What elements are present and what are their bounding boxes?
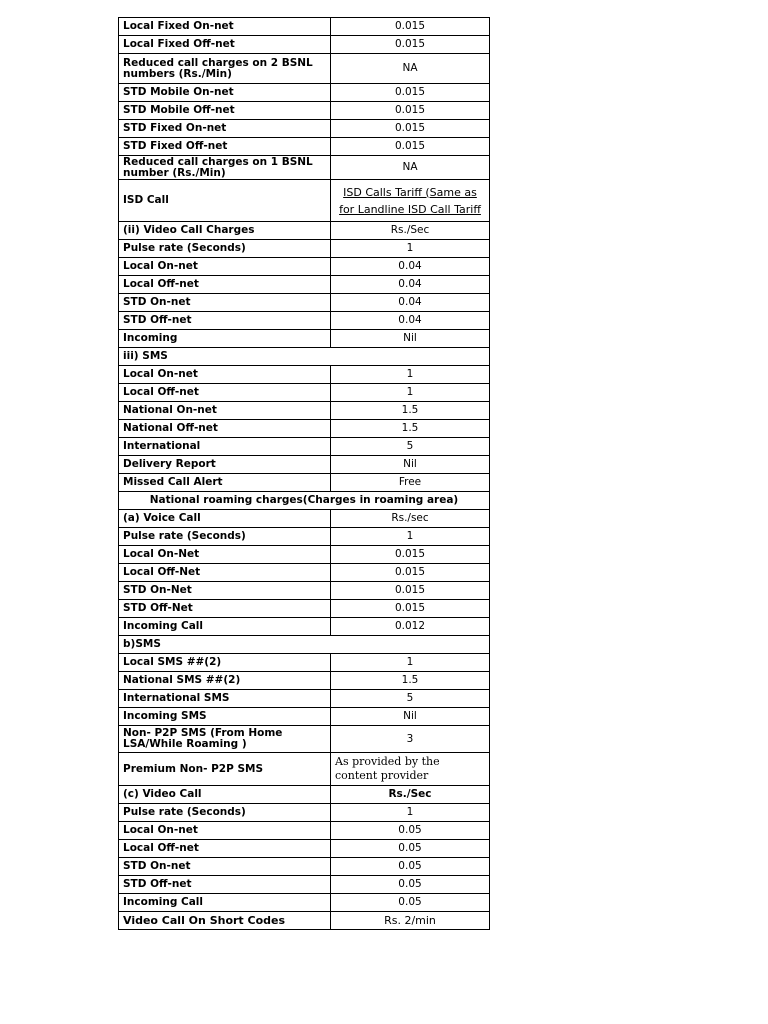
row-value: 1 xyxy=(331,384,490,402)
row-value: 0.015 xyxy=(331,102,490,120)
row-label: STD Off-Net xyxy=(119,600,331,618)
row-label: National Off-net xyxy=(119,420,331,438)
row-value: 3 xyxy=(331,726,490,753)
table-row xyxy=(119,876,490,894)
row-label: Non- P2P SMS (From Home LSA/While Roaming ) xyxy=(119,726,331,753)
row-label: STD Fixed Off-net xyxy=(119,138,331,156)
row-value: 0.04 xyxy=(331,258,490,276)
row-value: 0.015 xyxy=(331,582,490,600)
row-label: National SMS ##(2) xyxy=(119,672,331,690)
row-value: 0.015 xyxy=(331,36,490,54)
row-label: (a) Voice Call xyxy=(119,510,331,528)
row-value: 0.015 xyxy=(331,84,490,102)
table-row xyxy=(119,36,490,54)
table-row xyxy=(119,54,490,84)
row-value: 0.015 xyxy=(331,18,490,36)
table-row xyxy=(119,276,490,294)
row-label: Local Off-net xyxy=(119,384,331,402)
table-row xyxy=(119,753,490,786)
section-heading: iii) SMS xyxy=(119,348,490,366)
row-value: Nil xyxy=(331,708,490,726)
row-label: ISD Call xyxy=(119,180,331,222)
table-row xyxy=(119,654,490,672)
table-row xyxy=(119,120,490,138)
row-value: 1.5 xyxy=(331,402,490,420)
row-value: 0.015 xyxy=(331,600,490,618)
section-heading: National roaming charges(Charges in roaming area) xyxy=(119,492,490,510)
row-value: 0.015 xyxy=(331,120,490,138)
row-value: Nil xyxy=(331,456,490,474)
row-value: Rs./sec xyxy=(331,510,490,528)
row-label: (ii) Video Call Charges xyxy=(119,222,331,240)
table-row xyxy=(119,312,490,330)
row-value: 1 xyxy=(331,804,490,822)
row-label: STD On-Net xyxy=(119,582,331,600)
table-row xyxy=(119,528,490,546)
row-value: 5 xyxy=(331,438,490,456)
table-row xyxy=(119,84,490,102)
row-value: 0.05 xyxy=(331,876,490,894)
row-label: STD On-net xyxy=(119,858,331,876)
table-row xyxy=(119,726,490,753)
row-value: 0.05 xyxy=(331,840,490,858)
row-value: NA xyxy=(331,156,490,180)
table-row xyxy=(119,402,490,420)
table-row xyxy=(119,840,490,858)
section-row xyxy=(119,492,490,510)
table-row xyxy=(119,600,490,618)
table-row xyxy=(119,222,490,240)
row-value: NA xyxy=(331,54,490,84)
row-value: 0.015 xyxy=(331,138,490,156)
table-row xyxy=(119,690,490,708)
table-row xyxy=(119,384,490,402)
row-label: Local On-net xyxy=(119,258,331,276)
table-row xyxy=(119,330,490,348)
table-row xyxy=(119,438,490,456)
section-heading: b)SMS xyxy=(119,636,490,654)
row-label: STD Fixed On-net xyxy=(119,120,331,138)
table-row xyxy=(119,258,490,276)
row-label: Local Off-Net xyxy=(119,564,331,582)
row-label: Video Call On Short Codes xyxy=(119,912,331,930)
row-value: Rs. 2/min xyxy=(331,912,490,930)
row-value: 1 xyxy=(331,528,490,546)
table-row xyxy=(119,240,490,258)
table-row xyxy=(119,708,490,726)
row-value: 0.05 xyxy=(331,822,490,840)
row-label: Local Fixed Off-net xyxy=(119,36,331,54)
row-value: 0.04 xyxy=(331,312,490,330)
row-value: 0.015 xyxy=(331,564,490,582)
isd-tariff-line2: for Landline ISD Call Tariff xyxy=(339,202,481,216)
row-value: 1.5 xyxy=(331,420,490,438)
table-row xyxy=(119,564,490,582)
row-label: Pulse rate (Seconds) xyxy=(119,804,331,822)
row-label: Local Off-net xyxy=(119,276,331,294)
table-row xyxy=(119,180,490,222)
row-label: Incoming Call xyxy=(119,618,331,636)
row-value: 0.05 xyxy=(331,894,490,912)
table-row xyxy=(119,912,490,930)
table-row xyxy=(119,366,490,384)
table-row xyxy=(119,858,490,876)
table-row xyxy=(119,102,490,120)
table-row xyxy=(119,294,490,312)
table-row xyxy=(119,456,490,474)
row-label: Pulse rate (Seconds) xyxy=(119,240,331,258)
table-row xyxy=(119,894,490,912)
row-value: Free xyxy=(331,474,490,492)
row-label: Local On-Net xyxy=(119,546,331,564)
section-row xyxy=(119,636,490,654)
row-label: Pulse rate (Seconds) xyxy=(119,528,331,546)
row-label: Incoming Call xyxy=(119,894,331,912)
row-label: Incoming xyxy=(119,330,331,348)
row-label: International SMS xyxy=(119,690,331,708)
row-label: Reduced call charges on 2 BSNL numbers (Rs./Min) xyxy=(119,54,331,84)
row-label: Local On-net xyxy=(119,366,331,384)
table-row xyxy=(119,510,490,528)
isd-tariff-line1: ISD Calls Tariff (Same as xyxy=(343,185,477,199)
row-value: 0.015 xyxy=(331,546,490,564)
row-label: Local Fixed On-net xyxy=(119,18,331,36)
row-value: 1.5 xyxy=(331,672,490,690)
table-row xyxy=(119,618,490,636)
row-label: Local Off-net xyxy=(119,840,331,858)
row-value: 0.04 xyxy=(331,276,490,294)
row-label: Incoming SMS xyxy=(119,708,331,726)
row-value xyxy=(331,180,490,222)
tariff-table xyxy=(118,17,490,930)
row-label: Local On-net xyxy=(119,822,331,840)
table-row xyxy=(119,672,490,690)
row-value: 0.05 xyxy=(331,858,490,876)
table-row xyxy=(119,138,490,156)
table-row xyxy=(119,582,490,600)
table-row xyxy=(119,822,490,840)
row-value: 0.012 xyxy=(331,618,490,636)
table-row xyxy=(119,786,490,804)
row-label: Missed Call Alert xyxy=(119,474,331,492)
table-row xyxy=(119,546,490,564)
row-value: 1 xyxy=(331,366,490,384)
row-label: International xyxy=(119,438,331,456)
row-label: Reduced call charges on 1 BSNL number (Rs./Min) xyxy=(119,156,331,180)
row-label: Delivery Report xyxy=(119,456,331,474)
row-value: 1 xyxy=(331,654,490,672)
row-label: STD Mobile Off-net xyxy=(119,102,331,120)
row-label: National On-net xyxy=(119,402,331,420)
table-row xyxy=(119,804,490,822)
table-row xyxy=(119,156,490,180)
section-row xyxy=(119,348,490,366)
row-label: STD Mobile On-net xyxy=(119,84,331,102)
row-label: STD Off-net xyxy=(119,312,331,330)
row-value: Rs./Sec xyxy=(331,222,490,240)
row-label: STD On-net xyxy=(119,294,331,312)
table-row xyxy=(119,18,490,36)
row-value: 1 xyxy=(331,240,490,258)
row-label: STD Off-net xyxy=(119,876,331,894)
row-value: As provided by the content provider xyxy=(331,753,490,786)
row-label: Local SMS ##(2) xyxy=(119,654,331,672)
row-value: 5 xyxy=(331,690,490,708)
row-value: Nil xyxy=(331,330,490,348)
table-row xyxy=(119,474,490,492)
row-value: Rs./Sec xyxy=(331,786,490,804)
row-value: 0.04 xyxy=(331,294,490,312)
row-label: Premium Non- P2P SMS xyxy=(119,753,331,786)
row-label: (c) Video Call xyxy=(119,786,331,804)
table-row xyxy=(119,420,490,438)
